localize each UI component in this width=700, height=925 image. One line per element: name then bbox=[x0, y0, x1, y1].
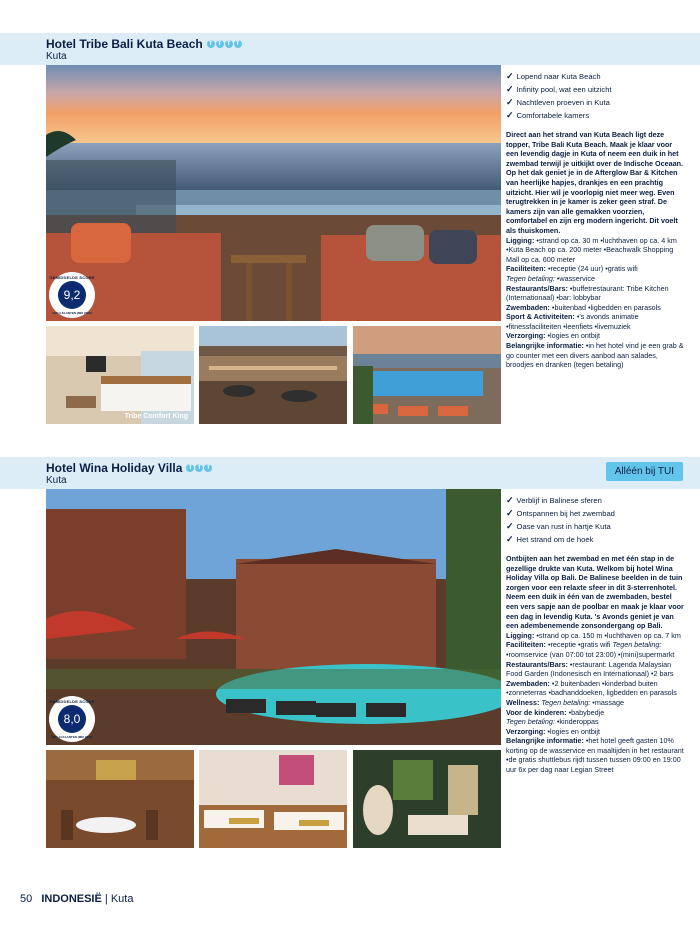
checkmark-icon: ✓ bbox=[506, 71, 514, 81]
highlight-item: ✓ Oase van rust in hartje Kuta bbox=[506, 521, 611, 531]
fact-board: Verzorging: •logies en ontbijt bbox=[506, 726, 601, 736]
hotel-section-wina bbox=[0, 457, 700, 775]
checkmark-icon: ✓ bbox=[506, 84, 514, 94]
footer-region: Kuta bbox=[110, 893, 134, 905]
hotel-location: Kuta bbox=[46, 475, 67, 486]
score-reviews-label: VAN 9 KLANTEN (MEI 2022) bbox=[52, 311, 92, 315]
checkmark-icon: ✓ bbox=[506, 508, 514, 518]
rating-icons bbox=[186, 464, 212, 472]
pool-view-image bbox=[353, 326, 501, 424]
rating-score-badge bbox=[49, 272, 95, 318]
fact-wellness: Wellness: Tegen betaling: •massage bbox=[506, 697, 624, 707]
hotel-banner bbox=[0, 33, 700, 65]
score-label: GEMIDDELDE SCORE bbox=[49, 275, 95, 280]
rating-t-icon: T bbox=[234, 40, 242, 48]
highlights-list bbox=[506, 494, 686, 546]
rating-t-icon: T bbox=[225, 40, 233, 48]
bedroom-image bbox=[199, 750, 347, 848]
highlight-item: ✓ Nachtleven proeven in Kuta bbox=[506, 97, 610, 107]
rooftop-bar-image bbox=[199, 326, 347, 424]
breakfast-image bbox=[353, 750, 501, 848]
fact-pools: Zwembaden: •2 buitenbaden •kinderbad buiten •zonneterras •badhanddoeken, ligbedden en parasols bbox=[506, 678, 677, 698]
highlights-list bbox=[506, 70, 686, 122]
thumb-photo-room bbox=[46, 326, 194, 424]
restaurant-image bbox=[46, 750, 194, 848]
exclusive-badge: Alléén bij TUI bbox=[606, 462, 683, 481]
thumb-photo-rooftop-bar bbox=[199, 326, 347, 424]
checkmark-icon: ✓ bbox=[506, 97, 514, 107]
intro-text: Ontbijten aan het zwembad en met één stap in de gezellige drukte van Kuta. Welkom bij hotel Wina Holiday Villa op Bali. De Balinese beelden in de tuin zorgen voor een relaxte sfeer in dit 3-sterrenhotel. Neem een duik in één van de zwembaden, bestel een vers sapje aan de poolbar en maak je klaar voor een dag in levendig Kuta. 's Avonds geniet je van een adembenemende zonsondergang op Bali. bbox=[506, 554, 684, 631]
hotel-description bbox=[506, 70, 686, 370]
fact-board: Verzorging: •logies en ontbijt bbox=[506, 331, 601, 341]
rating-t-icon: T bbox=[204, 464, 212, 472]
room-image bbox=[46, 326, 194, 424]
villa-pool-image bbox=[46, 489, 501, 745]
highlight-item: ✓ Verblijf in Balinese sferen bbox=[506, 495, 602, 505]
hotel-name: Hotel Wina Holiday Villa bbox=[46, 461, 183, 475]
rating-icons bbox=[207, 40, 242, 48]
main-photo-pool-sunset bbox=[46, 65, 501, 321]
intro-text: Direct aan het strand van Kuta Beach ligt deze topper, Tribe Bali Kuta Beach. Maak je klaar voor een levendig dagje in Kuta of neem een duik in het zwembad terwijl je uitkijkt over de Indische Oceaan. Op het dak geniet je in de Afterglow Bar & Kitchen van heerlijke hapjes, drankjes en een prachtig uitzicht. Hier wil je voorlopig niet meer weg. Even terugtrekken in je kamer is zeker geen straf. De kamers zijn van alle gemakken voorzien, comfortabel en zijn erg modern ingericht. Dit voelt als thuiskomen. bbox=[506, 130, 683, 235]
checkmark-icon: ✓ bbox=[506, 521, 514, 531]
fact-location: Ligging: •strand op ca. 30 m •luchthaven op ca. 4 km •Kuta Beach op ca. 200 meter •Beachwalk Shopping Mall op ca. 600 meter bbox=[506, 235, 677, 264]
hotel-banner bbox=[0, 457, 700, 489]
fact-important: Belangrijke informatie: •in het hotel vind je een grab & go counter met een divers aanbod aan salades, broodjes en dranken (tegen betaling) bbox=[506, 341, 684, 370]
thumb-photo-pool-view bbox=[353, 326, 501, 424]
hotel-section-tribe bbox=[0, 33, 700, 420]
rating-t-icon: T bbox=[195, 464, 203, 472]
fact-location: Ligging: •strand op ca. 150 m •luchthaven op ca. 7 km bbox=[506, 630, 681, 640]
hotel-name: Hotel Tribe Bali Kuta Beach bbox=[46, 37, 203, 51]
rating-score-badge bbox=[49, 696, 95, 742]
fact-sports: Sport & Activiteiten: •'s avonds animatie •fitnessfaciliteiten •leenfiets •livemuziek bbox=[506, 312, 639, 331]
hotel-description bbox=[506, 494, 686, 775]
page-footer bbox=[20, 893, 133, 905]
score-value: 9,2 bbox=[58, 281, 86, 309]
fact-restaurants: Restaurants/Bars: •buffetrestaurant: Tribe Kitchen (Internationaal) •bar: lobbybar bbox=[506, 283, 669, 303]
fact-pools: Zwembaden: •buitenbad •ligbedden en parasols bbox=[506, 302, 661, 312]
score-label: GEMIDDELDE SCORE bbox=[49, 699, 95, 704]
checkmark-icon: ✓ bbox=[506, 534, 514, 544]
highlight-item: ✓ Het strand om de hoek bbox=[506, 534, 594, 544]
checkmark-icon: ✓ bbox=[506, 110, 514, 120]
highlight-item: ✓ Ontspannen bij het zwembad bbox=[506, 508, 615, 518]
rating-t-icon: T bbox=[216, 40, 224, 48]
footer-country: INDONESIË bbox=[41, 893, 102, 905]
thumb-photo-breakfast bbox=[353, 750, 501, 848]
fact-important: Belangrijke informatie: •het hotel geeft gasten 10% korting op de wasservice en maaltijden in het restaurant •de gratis shuttlebus rijdt tussen tussen 09:00 en 19:00 uur 6x per dag naar Legian Street bbox=[506, 736, 684, 775]
rating-t-icon: T bbox=[207, 40, 215, 48]
sunset-pool-image bbox=[46, 65, 501, 321]
rating-t-icon: T bbox=[186, 464, 194, 472]
main-photo-villa-pool bbox=[46, 489, 501, 745]
highlight-item: ✓ Lopend naar Kuta Beach bbox=[506, 71, 601, 81]
fact-kids: Voor de kinderen: •babybedje Tegen betaling: •kinderoppas bbox=[506, 707, 605, 727]
fact-facilities: Faciliteiten: •receptie •gratis wifi Tegen betaling: •roomservice (van 07:00 tot 23:00) •(mini)supermarkt Restaurants/Bars: •restaurant: Lagenda Malaysian Food Garden (Indonesisch en Internationaal) •2 bars bbox=[506, 640, 675, 679]
photo-caption: Tribe Comfort King bbox=[124, 413, 188, 420]
score-value: 8,0 bbox=[58, 705, 86, 733]
checkmark-icon: ✓ bbox=[506, 495, 514, 505]
fact-facilities: Faciliteiten: •receptie (24 uur) •gratis wifi Tegen betaling: •wasservice bbox=[506, 264, 638, 283]
hotel-location: Kuta bbox=[46, 51, 67, 62]
footer-separator: | bbox=[104, 893, 108, 905]
page-number: 50 bbox=[20, 893, 33, 905]
thumb-photo-restaurant bbox=[46, 750, 194, 848]
thumb-photo-bedroom bbox=[199, 750, 347, 848]
highlight-item: ✓ Comfortabele kamers bbox=[506, 110, 590, 120]
highlight-item: ✓ Infinity pool, wat een uitzicht bbox=[506, 84, 612, 94]
score-reviews-label: VAN 14 KLANTEN (MEI 2022) bbox=[51, 735, 93, 739]
